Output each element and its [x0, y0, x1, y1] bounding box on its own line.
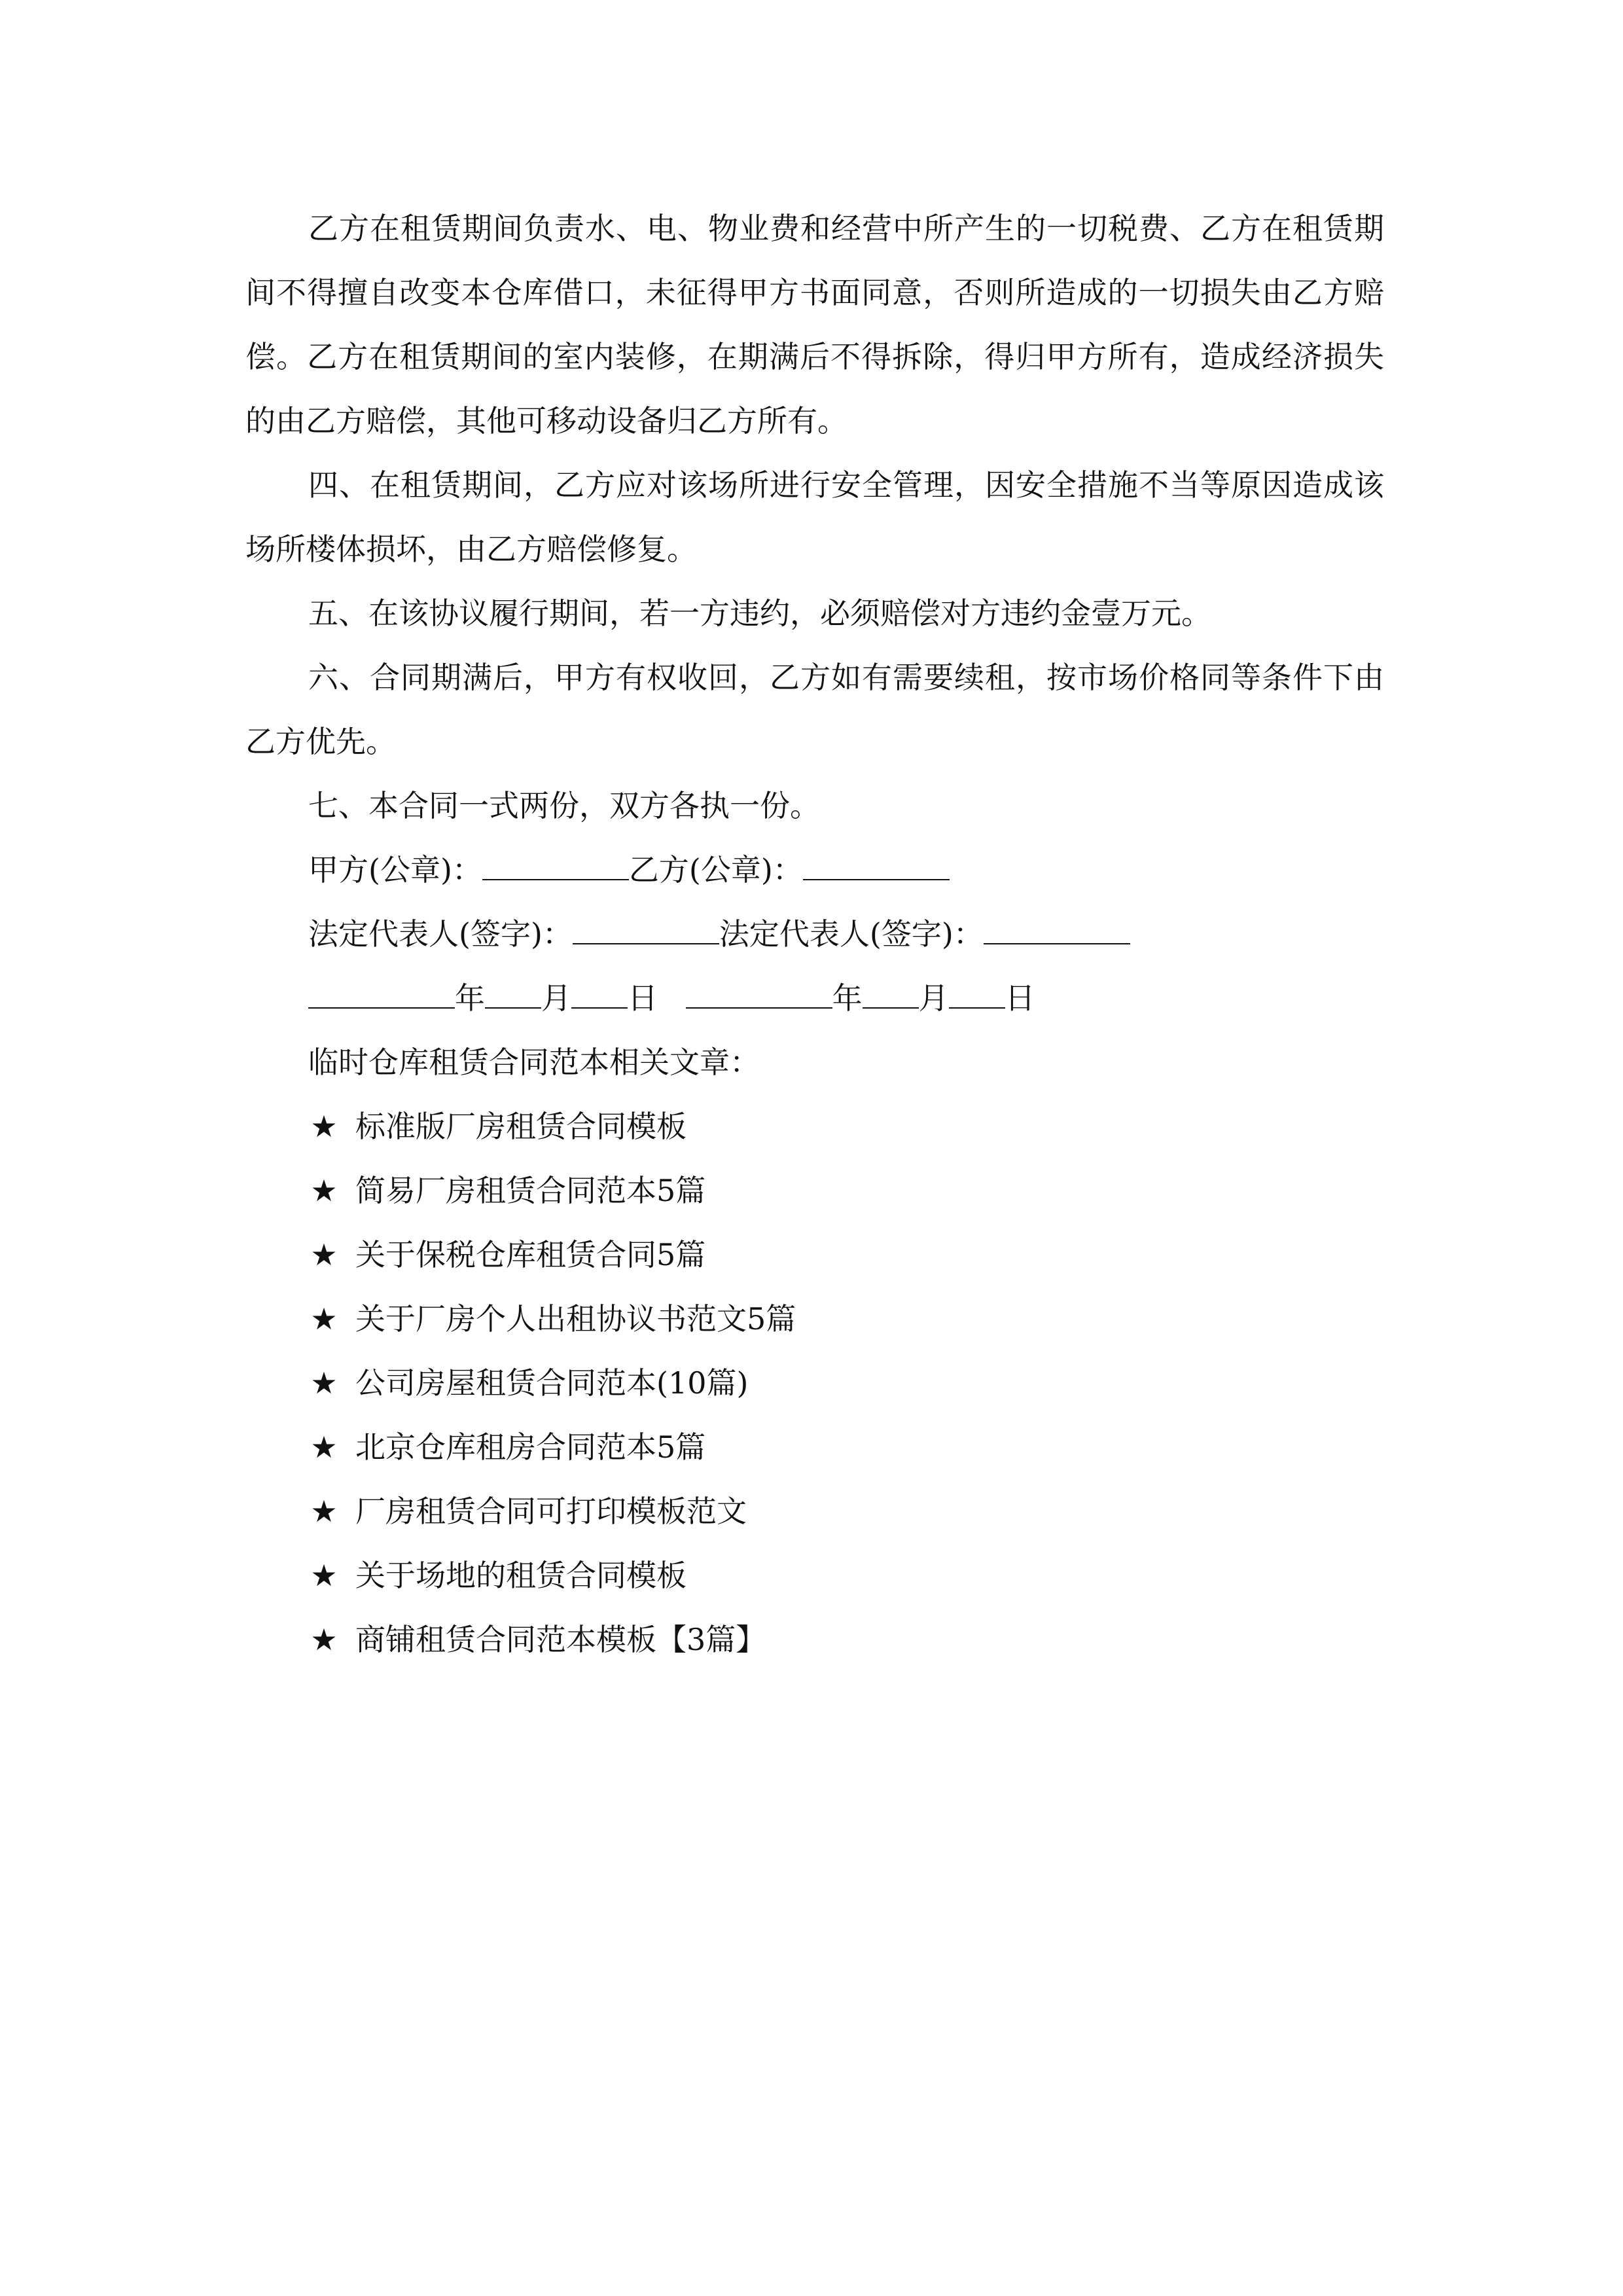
clause-five: 五、在该协议履行期间，若一方违约，必须赔偿对方违约金壹万元。 [308, 596, 1211, 631]
related-article-title: 北京仓库租房合同范本5篇 [355, 1429, 706, 1465]
party-b-rep-label: 法定代表人(签字)： [719, 916, 984, 952]
party-a-rep-blank [573, 906, 719, 944]
star-icon: ★ [310, 1622, 338, 1657]
related-article-link[interactable] [245, 1287, 1384, 1351]
date-a-month-blank [485, 971, 541, 1009]
document-page [245, 196, 1384, 1672]
party-a-seal-label: 甲方(公章)： [308, 852, 482, 888]
star-icon: ★ [310, 1558, 338, 1593]
star-icon: ★ [310, 1301, 338, 1336]
date-a-year-label: 年 [455, 980, 485, 1016]
clause-four: 四、在租赁期间，乙方应对该场所进行安全管理，因安全措施不当等原因造成该场所楼体损坏，由乙方赔偿修复。 [245, 467, 1384, 567]
date-b-year-label: 年 [832, 980, 863, 1016]
related-article-link[interactable] [245, 1094, 1384, 1158]
paragraph-fees-liability: 乙方在租赁期间负责水、电、物业费和经营中所产生的一切税费、乙方在租赁期间不得擅自改变本仓库借口，未征得甲方书面同意，否则所造成的一切损失由乙方赔偿。乙方在租赁期间的室内装修，在期满后不得拆除，得归甲方所有，造成经济损失的由乙方赔偿，其他可移动设备归乙方所有。 [245, 211, 1384, 439]
star-icon: ★ [310, 1429, 338, 1465]
related-article-title: 商铺租赁合同范本模板【3篇】 [355, 1622, 766, 1657]
star-icon: ★ [310, 1109, 338, 1144]
clause-six: 六、合同期满后，甲方有权收回，乙方如有需要续租，按市场价格同等条件下由乙方优先。 [245, 660, 1384, 759]
star-icon: ★ [310, 1237, 338, 1272]
related-article-link[interactable] [245, 1479, 1384, 1543]
date-a-year-blank [308, 971, 455, 1009]
party-a-seal-blank [482, 842, 629, 880]
date-b-month-label: 月 [918, 980, 949, 1016]
related-article-title: 标准版厂房租赁合同模板 [355, 1109, 687, 1144]
party-b-seal-label: 乙方(公章)： [628, 852, 803, 888]
related-article-title: 简易厂房租赁合同范本5篇 [355, 1173, 706, 1208]
related-article-link[interactable] [245, 1351, 1384, 1415]
related-article-link[interactable] [245, 1223, 1384, 1287]
date-a-day-label: 日 [628, 980, 658, 1016]
related-article-link[interactable] [245, 1607, 1384, 1672]
date-line [245, 966, 1384, 1030]
date-b-day-blank [949, 971, 1005, 1009]
party-a-rep-label: 法定代表人(签字)： [308, 916, 573, 952]
related-article-title: 关于保税仓库租赁合同5篇 [355, 1237, 706, 1272]
related-article-title: 关于厂房个人出租协议书范文5篇 [355, 1301, 796, 1336]
related-article-link[interactable] [245, 1415, 1384, 1479]
date-b-month-blank [863, 971, 919, 1009]
related-heading: 临时仓库租赁合同范本相关文章： [308, 1045, 760, 1080]
related-article-title: 厂房租赁合同可打印模板范文 [355, 1494, 747, 1529]
date-a-day-blank [571, 971, 628, 1009]
related-article-title: 公司房屋租赁合同范本(10篇) [355, 1365, 749, 1401]
star-icon: ★ [310, 1494, 338, 1529]
related-article-link[interactable] [245, 1543, 1384, 1607]
date-b-day-label: 日 [1005, 980, 1035, 1016]
date-b-year-blank [686, 971, 832, 1009]
seal-line [245, 838, 1384, 902]
clause-seven: 七、本合同一式两份，双方各执一份。 [308, 788, 820, 823]
date-a-month-label: 月 [541, 980, 571, 1016]
party-b-rep-blank [984, 906, 1130, 944]
star-icon: ★ [310, 1173, 338, 1208]
related-article-link[interactable] [245, 1158, 1384, 1223]
star-icon: ★ [310, 1365, 338, 1401]
related-articles-list [245, 1094, 1384, 1672]
related-article-title: 关于场地的租赁合同模板 [355, 1558, 687, 1593]
representative-line [245, 902, 1384, 966]
party-b-seal-blank [803, 842, 950, 880]
